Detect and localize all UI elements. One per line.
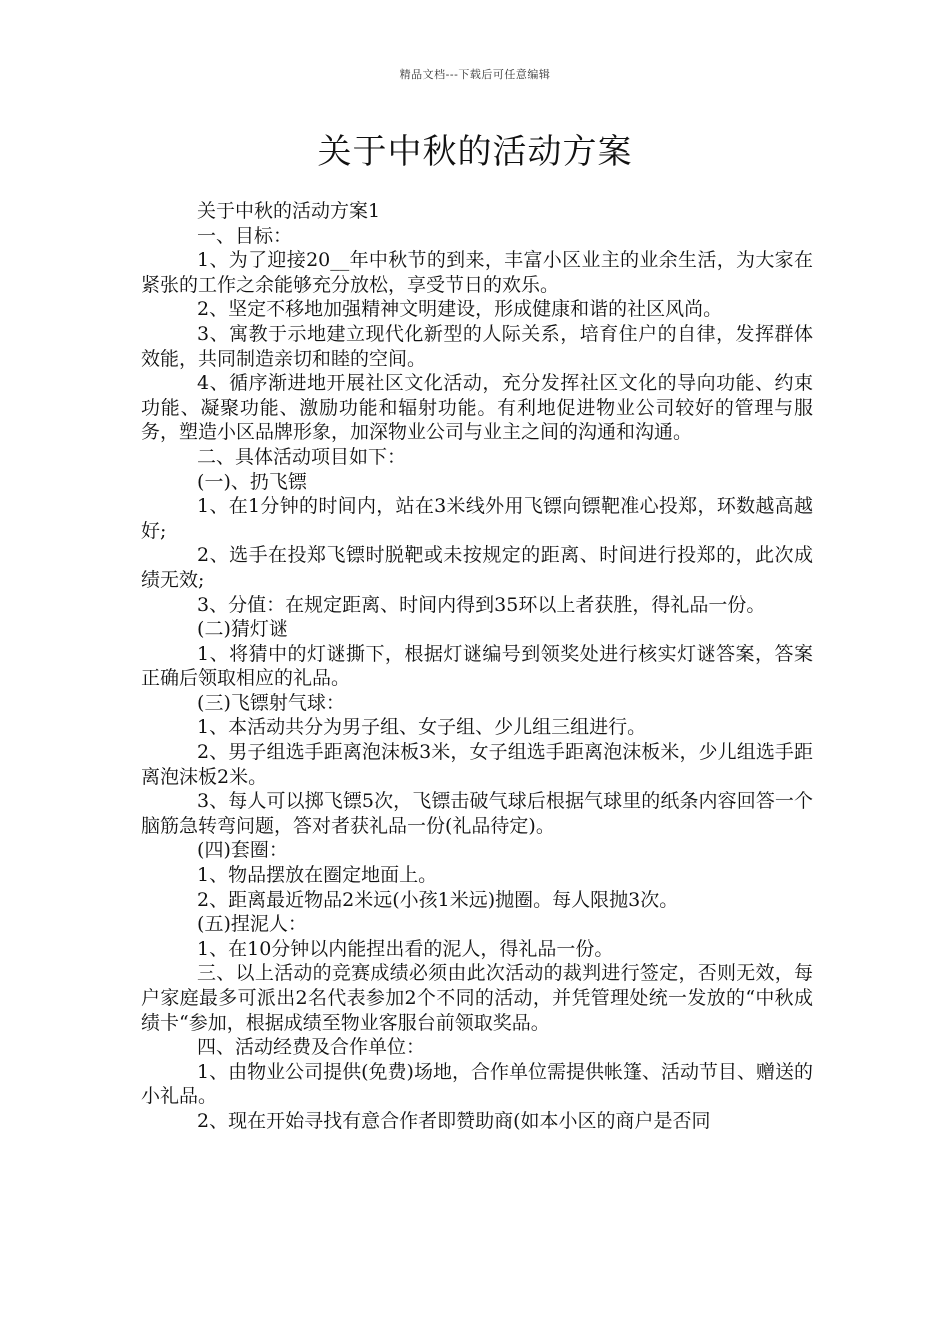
paragraph: 2、选手在投郑飞镖时脱靶或未按规定的距离、时间进行投郑的，此次成绩无效; — [141, 544, 813, 591]
page-header-note: 精品文档---下载后可任意编辑 — [399, 68, 551, 81]
paragraph-subtitle: 关于中秋的活动方案1 — [197, 200, 381, 222]
paragraph: 2、现在开始寻找有意合作者即赞助商(如本小区的商户是否同 — [197, 1109, 711, 1132]
document-title: 关于中秋的活动方案 — [317, 132, 633, 172]
paragraph: 3、每人可以掷飞镖5次，飞镖击破气球后根据气球里的纸条内容回答一个脑筋急转弯问题，答对者获礼品一份(礼品待定)。 — [141, 790, 813, 837]
subsection-heading-darts: (一)、扔飞镖 — [197, 470, 307, 493]
paragraph: 1、在10分钟以内能捏出看的泥人，得礼品一份。 — [197, 937, 614, 960]
subsection-heading-ring-toss: (四)套圈： — [197, 839, 288, 862]
section-heading-goals: 一、目标： — [197, 224, 293, 247]
subsection-heading-clay-figures: (五)捏泥人： — [197, 913, 307, 936]
paragraph: 4、循序渐进地开展社区文化活动，充分发挥社区文化的导向功能、约束功能、凝聚功能、激励功能和辐射功能。有利地促进物业公司较好的管理与服务，塑造小区品牌形象，加深物业公司与业主之间的沟通和沟通。 — [141, 372, 813, 444]
subsection-heading-riddles: (二)猜灯谜 — [197, 618, 288, 641]
paragraph: 1、在1分钟的时间内，站在3米线外用飞镖向镖靶准心投郑，环数越高越好; — [141, 495, 813, 542]
section-heading-judging: 三、以上活动的竞赛成绩必须由此次活动的裁判进行签定，否则无效，每户家庭最多可派出2名代表参加2个不同的活动，并凭管理处统一发放的“中秋成绩卡“参加，根据成绩至物业客服台前领取奖品。 — [141, 962, 813, 1034]
section-heading-funding: 四、活动经费及合作单位： — [197, 1036, 426, 1059]
paragraph: 3、分值：在规定距离、时间内得到35环以上者获胜，得礼品一份。 — [197, 593, 766, 616]
paragraph: 1、为了迎接20__年中秋节的到来，丰富小区业主的业余生活，为大家在紧张的工作之余能够充分放松，享受节日的欢乐。 — [141, 249, 813, 296]
subsection-heading-balloons: (三)飞镖射气球： — [197, 691, 345, 714]
paragraph: 1、将猜中的灯谜撕下，根据灯谜编号到领奖处进行核实灯谜答案，答案正确后领取相应的礼品。 — [141, 642, 813, 690]
paragraph: 3、寓教于示地建立现代化新型的人际关系，培育住户的自律，发挥群体效能，共同制造亲切和睦的空间。 — [141, 322, 813, 370]
paragraph: 2、男子组选手距离泡沫板3米，女子组选手距离泡沫板米，少儿组选手距离泡沫板2米。 — [141, 741, 813, 788]
paragraph: 1、物品摆放在圈定地面上。 — [197, 864, 438, 887]
section-heading-activities: 二、具体活动项目如下： — [197, 445, 407, 468]
paragraph: 2、距离最近物品2米远(小孩1米远)抛圈。每人限抛3次。 — [197, 888, 679, 911]
paragraph: 1、本活动共分为男子组、女子组、少儿组三组进行。 — [197, 716, 647, 739]
paragraph: 1、由物业公司提供(免费)场地，合作单位需提供帐篷、活动节目、赠送的小礼品。 — [141, 1060, 813, 1108]
document-body — [141, 199, 813, 1134]
paragraph: 2、坚定不移地加强精神文明建设，形成健康和谐的社区风尚。 — [197, 298, 723, 321]
